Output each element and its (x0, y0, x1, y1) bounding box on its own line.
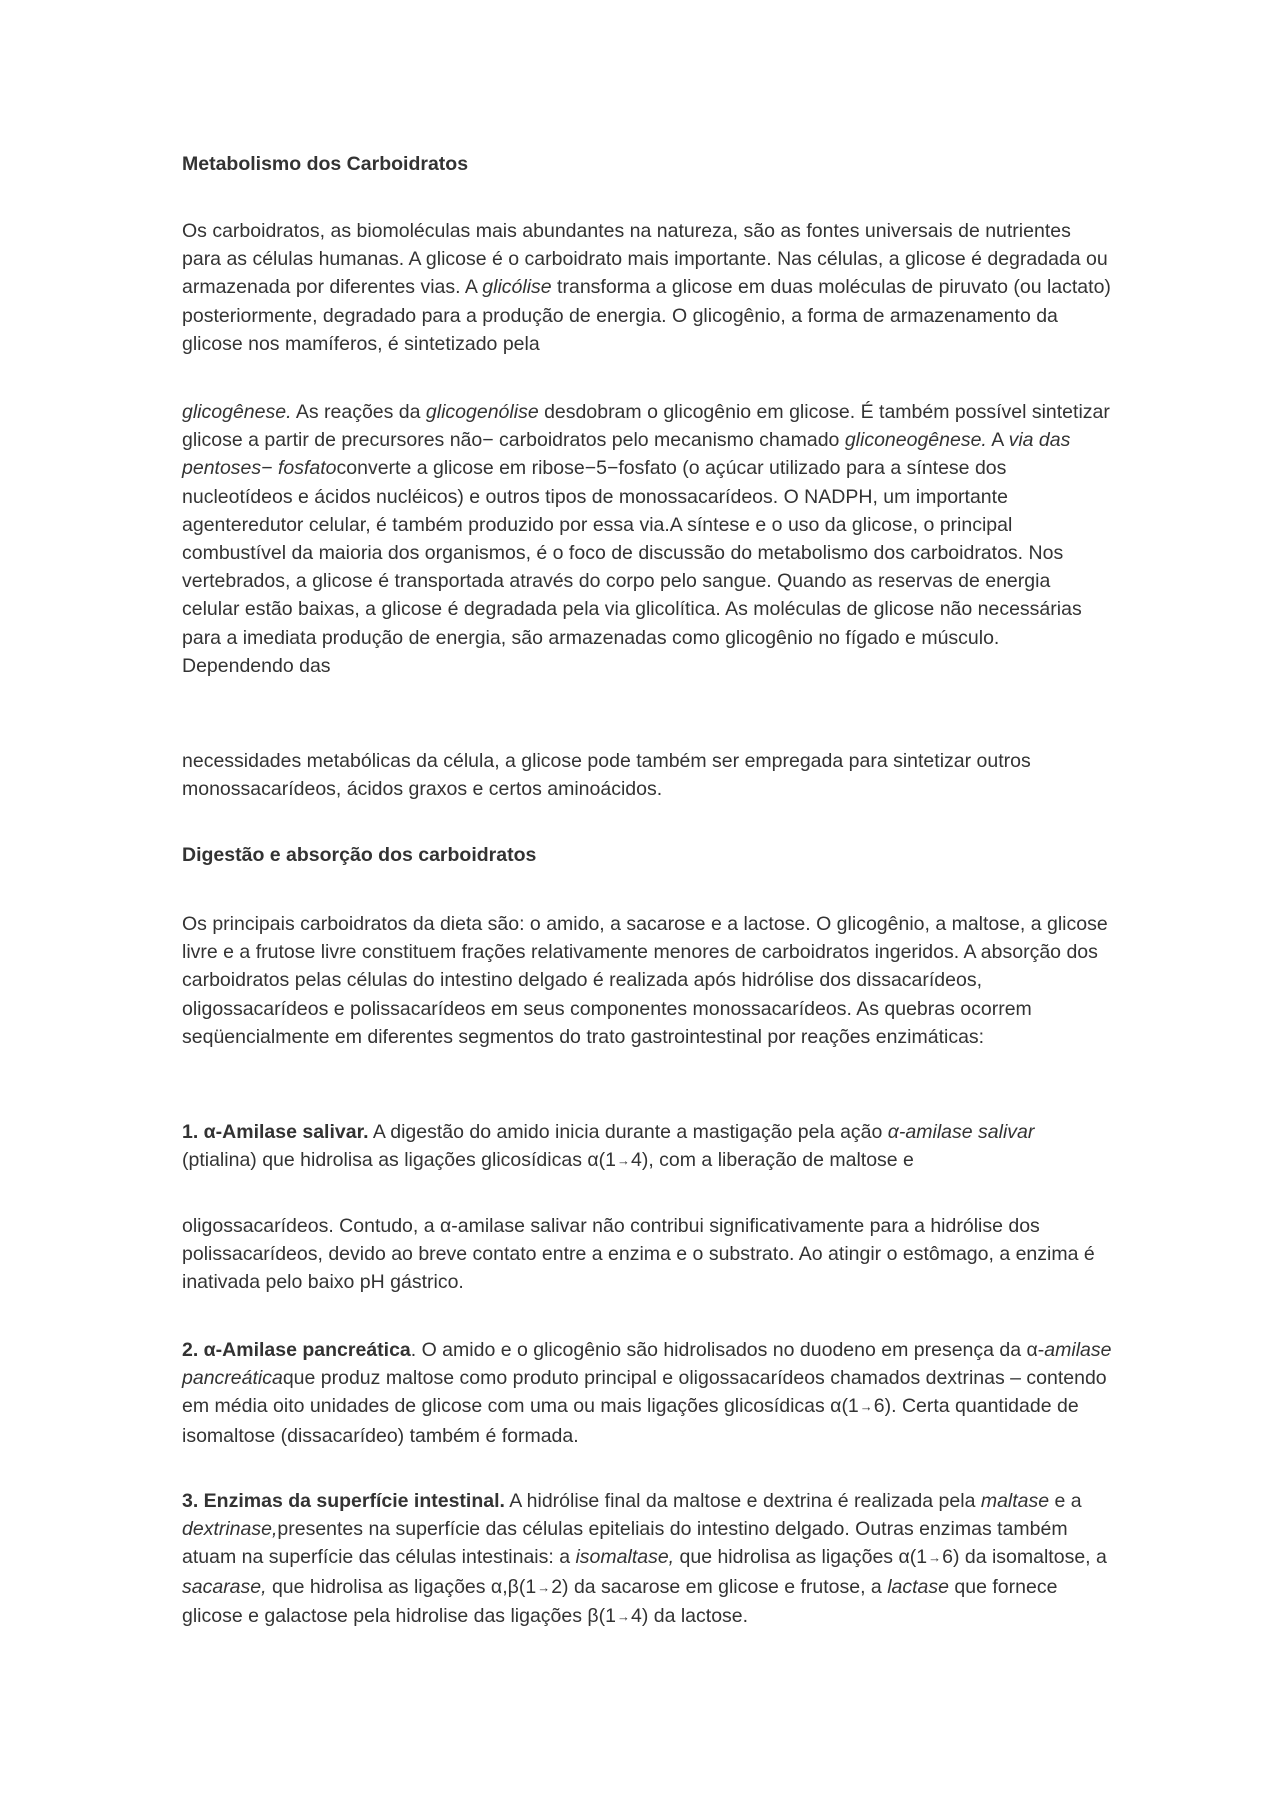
text-run: A hidrólise final da maltose e dextrina é realizada pela (504, 1490, 981, 1512)
paragraph-digestao: Os principais carboidratos da dieta são: o amido, a sacarose e a lactose. O glicogênio, a maltose, a glicose livre e a frutose livre constituem frações relativamente menores de carboidratos ingeridos. A absorção dos carboidratos pelas células do intestino delgado é realizada após hidrólise dos dissacarídeos, oligossacarídeos e polissacarídeos em seus componentes monossacarídeos. As quebras ocorrem seqüencialmente em diferentes segmentos do trato gastrointestinal por reações enzimáticas: (182, 913, 1108, 1048)
arrow-symbol: → (617, 1153, 630, 1169)
italic-term: lactase (887, 1575, 949, 1598)
item-heading: 3. Enzimas da superfície intestinal. (182, 1490, 505, 1512)
text-run: e a (1049, 1490, 1082, 1512)
text-run: presentes na superfície das células epiteliais do intestino delgado. Outras enzimas também atuam na superfície das células intestinais: a (182, 1518, 1068, 1569)
text-run: que hidrolisa as ligações α,β(1 (266, 1575, 537, 1598)
text-run: 4) da lactose. (630, 1604, 749, 1627)
italic-term: dextrinase, (182, 1518, 278, 1541)
text-run: Os carboidratos, as biomoléculas mais abundantes na natureza, são as fontes universais de nutrientes para as células humanas. A glicose é o carboidrato mais importante. Nas células, a glicose é degradada ou armazenada por diferentes vias. A (182, 220, 1108, 299)
text-run: que fornece glicose e galactose pela hidrolise das ligações β(1 (182, 1575, 1058, 1627)
text-run: As reações da (291, 401, 426, 423)
italic-term: gliconeogênese. (844, 429, 987, 452)
italic-term: sacarase, (182, 1575, 267, 1598)
paragraph-intro (182, 217, 1112, 358)
italic-term: glicólise (482, 276, 552, 299)
paragraph-glicogenese (182, 398, 1112, 680)
italic-term: α-amilase salivar (887, 1121, 1035, 1143)
text-run: A digestão do amido inicia durante a mastigação pela ação (368, 1121, 888, 1143)
page-title: Metabolismo dos Carboidratos (182, 153, 469, 175)
text-run: 6). Certa quantidade de isomaltose (dissacarídeo) também é formada. (182, 1395, 1079, 1447)
paragraph-necessidades: necessidades metabólicas da célula, a glicose pode também ser empregada para sintetizar outros monossacarídeos, ácidos graxos e certos aminoácidos. (182, 750, 1031, 801)
italic-term: via das pentoses− fosfato (182, 429, 1071, 480)
text-run: transforma a glicose em duas moléculas de piruvato (ou lactato) posteriormente, degradado para a produção de energia. O glicogênio, a forma de armazenamento da glicose nos mamíferos, é sintetizado pela (182, 276, 1111, 355)
text-run: A (986, 429, 1009, 452)
paragraph-oligossacarideos: oligossacarídeos. Contudo, a α-amilase salivar não contribui significativamente para a hidrólise dos polissacarídeos, devido ao breve contato entre a enzima e o substrato. Ao atingir o estômago, a enzima é inativada pelo baixo pH gástrico. (182, 1215, 1095, 1294)
list-item-enzimas-intestinais (182, 1487, 1112, 1631)
item-heading: 1. α-Amilase salivar. (182, 1121, 369, 1143)
item-heading: 2. α-Amilase pancreática (182, 1339, 411, 1361)
text-run: converte a glicose em ribose−5−fosfato (o açúcar utilizado para a síntese dos nucleotídeos e ácidos nucléicos) e outros tipos de monossacarídeos. O NADPH, um importante agenteredutor celular, é também produzido por essa via.A síntese e o uso da glicose, o principal combustível da maioria dos organismos, é o foco de discussão do metabolismo dos carboidratos. Nos vertebrados, a glicose é transportada através do corpo pelo sangue. Quando as reservas de energia celular estão baixas, a glicose é degradada pela via glicolítica. As moléculas de glicose não necessárias para a imediata produção de energia, são armazenadas como glicogênio no fígado e músculo. Dependendo das (182, 457, 1082, 677)
list-item-amilase-pancreatica (182, 1336, 1112, 1450)
text-run: que hidrolisa as ligações α(1 (674, 1546, 928, 1569)
arrow-symbol: → (616, 1608, 630, 1624)
text-run: desdobram o glicogênio em glicose. É também possível sintetizar glicose a partir de precursores não− carboidratos pelo mecanismo chamado (182, 401, 1110, 452)
text-run: 6) da isomaltose, a (942, 1546, 1107, 1569)
italic-term: glicogenólise (425, 401, 539, 423)
text-run: 2) da sacarose em glicose e frutose, a (551, 1575, 888, 1598)
text-run: 4), com a liberação de maltose e (631, 1149, 914, 1172)
italic-term: amilase pancreática (182, 1339, 1112, 1390)
section-heading: Digestão e absorção dos carboidratos (182, 844, 537, 866)
text-run: que produz maltose como produto principal e oligossacarídeos chamados dextrinas – contendo em média oito unidades de glicose com uma ou mais ligações glicosídicas α(1 (182, 1367, 1107, 1418)
italic-term: maltase (980, 1490, 1050, 1512)
italic-term: glicogênese. (182, 401, 292, 423)
arrow-symbol: → (928, 1550, 942, 1566)
italic-term: isomaltase, (575, 1546, 675, 1569)
text-run: . O amido e o glicogênio são hidrolisados no duodeno em presença da α- (410, 1339, 1045, 1361)
list-item-amilase-salivar (182, 1118, 1112, 1175)
text-run: (ptialina) que hidrolisa as ligações glicosídicas α(1 (182, 1149, 616, 1172)
arrow-symbol: → (859, 1399, 873, 1415)
arrow-symbol: → (537, 1579, 551, 1595)
